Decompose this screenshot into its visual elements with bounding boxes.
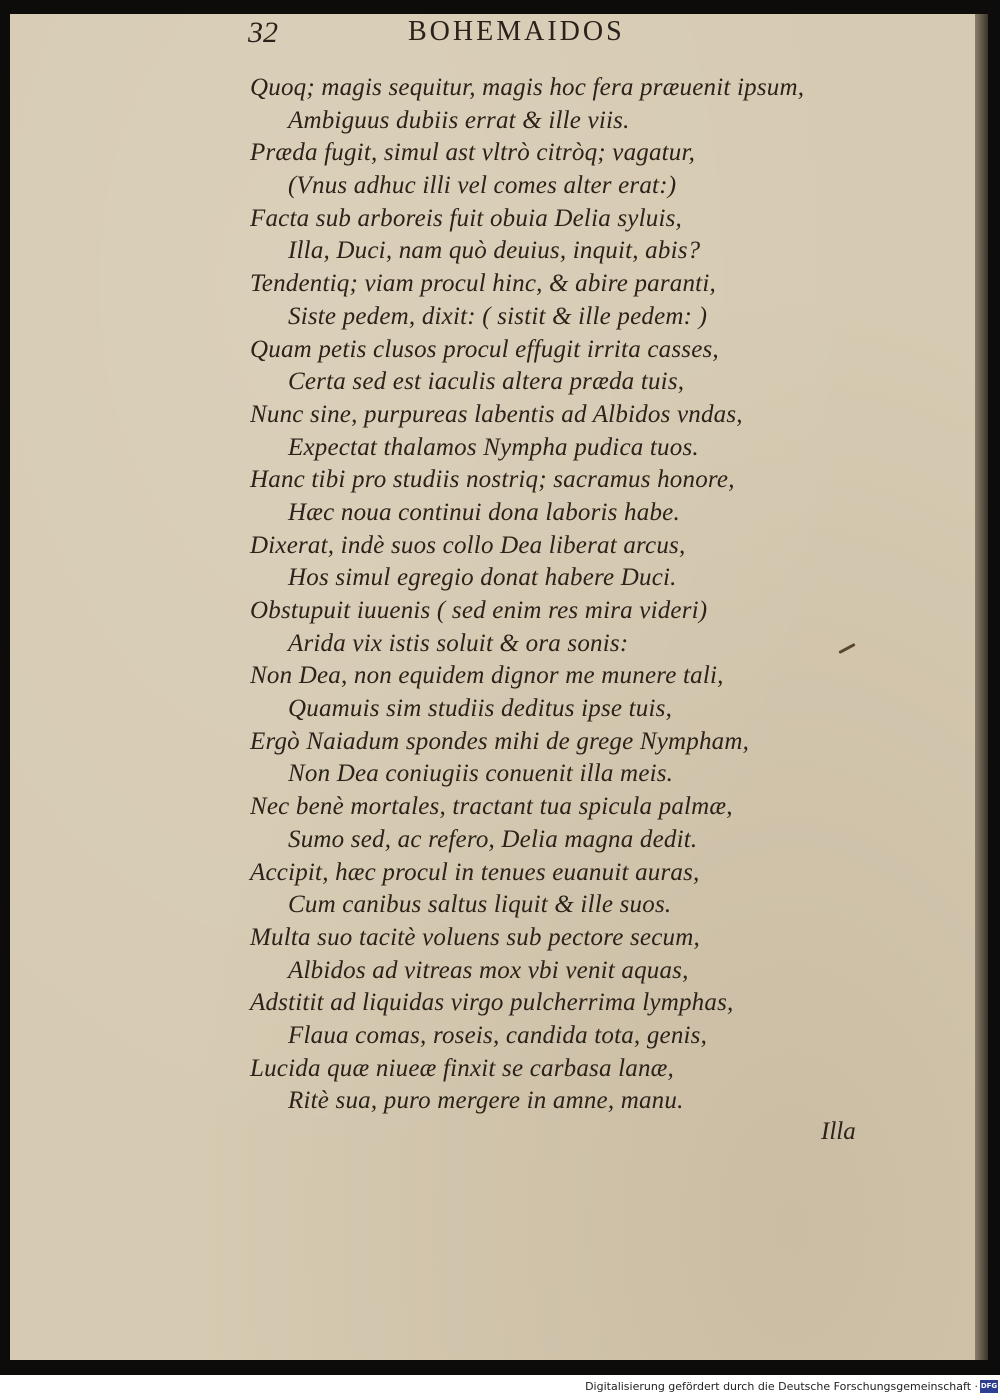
verse-line: Hos simul egregio donat habere Duci.: [288, 564, 677, 592]
verse-line: Cum canibus saltus liquit & ille suos.: [288, 891, 672, 919]
verse-line: Quamuis sim studiis deditus ipse tuis,: [288, 695, 673, 723]
verse-line: Quoq; magis sequitur, magis hoc fera præuenit ipsum,: [250, 74, 805, 101]
verse-line: Nec benè mortales, tractant tua spicula palmæ,: [250, 793, 733, 821]
verse-line: Expectat thalamos Nympha pudica tuos.: [288, 433, 699, 461]
verse-line: Adstitit ad liquidas virgo pulcherrima lymphas,: [250, 989, 734, 1017]
verse-line: Illa, Duci, nam quò deuius, inquit, abis?: [288, 237, 701, 265]
verse-line: Quam petis clusos procul effugit irrita casses,: [250, 335, 719, 363]
verse-block: [250, 72, 890, 1118]
running-head: BOHEMAIDOS: [408, 16, 625, 47]
verse-line: Ritè sua, puro mergere in amne, manu.: [288, 1087, 684, 1115]
verse-line: Siste pedem, dixit: ( sistit & ille pedem: ): [288, 302, 708, 330]
verse-line: Dixerat, indè suos collo Dea liberat arcus,: [250, 531, 686, 559]
catchword: Illa: [821, 1118, 856, 1145]
page-number: 32: [248, 16, 278, 49]
verse-line: Ambiguus dubiis errat & ille viis.: [288, 106, 630, 134]
verse-line: Ergò Naiadum spondes mihi de grege Nympham,: [250, 727, 750, 755]
verse-line: Albidos ad vitreas mox vbi venit aquas,: [288, 956, 689, 984]
verse-line: Sumo sed, ac refero, Delia magna dedit.: [288, 825, 698, 853]
verse-line: Hanc tibi pro studiis nostriq; sacramus honore,: [250, 466, 735, 494]
verse-line: Nunc sine, purpureas labentis ad Albidos vndas,: [250, 400, 743, 428]
dfg-logo: DFG: [980, 1380, 998, 1393]
verse-line: Non Dea, non equidem dignor me munere tali,: [250, 662, 724, 690]
verse-line: Flaua comas, roseis, candida tota, genis,: [288, 1021, 708, 1049]
page-edge: [975, 14, 988, 1360]
verse-line: Hæc noua continui dona laboris habe.: [288, 498, 680, 526]
verse-line: Accipit, hæc procul in tenues euanuit auras,: [250, 858, 700, 886]
verse-line: Multa suo tacitè voluens sub pectore secum,: [250, 923, 700, 951]
verse-line: Obstupuit iuuenis ( sed enim res mira videri): [250, 597, 708, 624]
verse-line: Præda fugit, simul ast vltrò citròq; vagatur,: [250, 139, 696, 167]
page-header: [248, 16, 888, 56]
verse-line: Facta sub arboreis fuit obuia Delia syluis,: [250, 204, 682, 232]
verse-line: Arida vix istis soluit & ora sonis:: [288, 629, 629, 657]
verse-line: Non Dea coniugiis conuenit illa meis.: [288, 760, 674, 788]
verse-line: (Vnus adhuc illi vel comes alter erat:): [288, 172, 677, 200]
digitization-credit: Digitalisierung gefördert durch die Deutsche Forschungsgemeinschaft ·: [585, 1380, 978, 1393]
verse-line: Tendentiq; viam procul hinc, & abire paranti,: [250, 270, 716, 298]
verse-line: Lucida quæ niueæ finxit se carbasa lanæ,: [250, 1054, 674, 1082]
verse-line: Certa sed est iaculis altera præda tuis,: [288, 368, 685, 396]
